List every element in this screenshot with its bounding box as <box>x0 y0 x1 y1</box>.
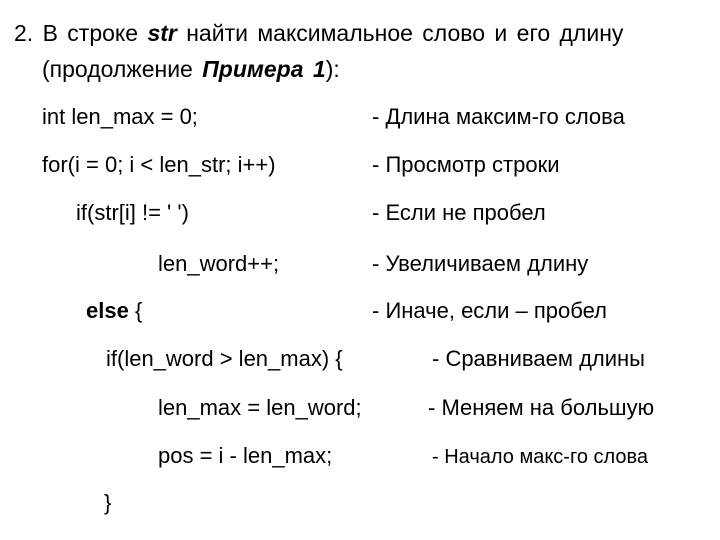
heading-continuation-prefix: (продолжение <box>42 56 203 82</box>
code-line-6: if(len_word > len_max) { <box>106 346 343 371</box>
comment-line-1: - Длина максим-го слова <box>372 104 625 129</box>
code-line-1: int len_max = 0; <box>42 104 198 129</box>
heading-line-2 <box>42 58 340 81</box>
code-line-5 <box>86 300 142 322</box>
heading-continuation-suffix: ): <box>325 56 340 82</box>
comment-line-8: - Начало макс-го слова <box>432 446 649 468</box>
comment-line-7: - Меняем на большую <box>428 395 655 420</box>
comment-line-2: - Просмотр строки <box>372 152 560 177</box>
code-line-8: pos = i - len_max; <box>158 443 333 468</box>
code-line-3: if(str[i] != ' ') <box>76 200 189 225</box>
heading-line-1 <box>14 22 623 45</box>
comment-line-6: - Сравниваем длины <box>432 346 645 371</box>
heading-suffix: найти максимальное слово и его длину <box>176 20 624 46</box>
code-line-9: } <box>104 490 112 515</box>
heading-example-ref: Примера 1 <box>202 56 326 82</box>
comment-line-4: - Увеличиваем длину <box>372 251 589 276</box>
code-line-7: len_max = len_word; <box>158 395 362 420</box>
heading-variable: str <box>147 20 177 46</box>
else-keyword: else <box>86 298 129 323</box>
code-line-2: for(i = 0; i < len_str; i++) <box>42 152 276 177</box>
comment-line-5: - Иначе, если – пробел <box>372 298 607 323</box>
heading-prefix: 2. В строке <box>14 20 148 46</box>
comment-line-3: - Если не пробел <box>372 200 546 225</box>
else-brace: { <box>128 298 143 323</box>
code-line-4: len_word++; <box>158 251 280 276</box>
